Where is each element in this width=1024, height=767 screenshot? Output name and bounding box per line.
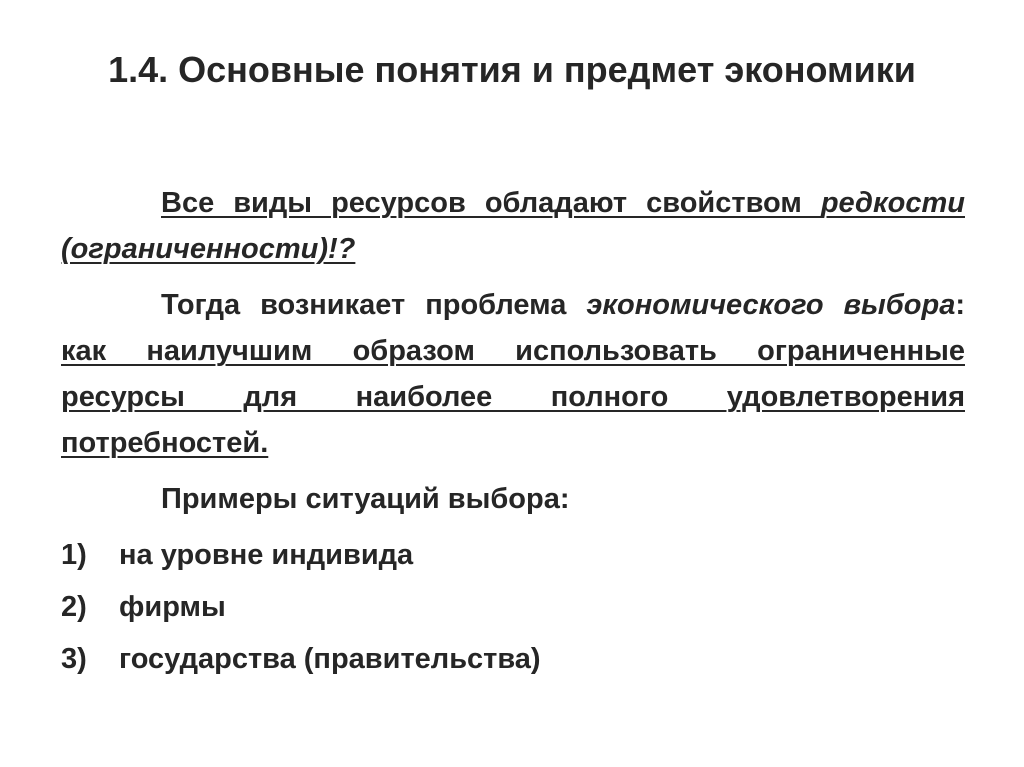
- choice-intro: Тогда возникает проблема: [161, 289, 587, 321]
- list-item-number: 2): [61, 591, 87, 623]
- list-item-text: на уровне индивида: [119, 539, 414, 571]
- economic-choice-term: экономического выбора: [586, 289, 956, 321]
- list-item-text: государства (правительства): [119, 643, 541, 675]
- paragraph-choice-problem: [61, 282, 965, 466]
- resources-statement: Все виды ресурсов обладают свойством: [161, 187, 821, 219]
- slide-title: 1.4. Основные понятия и предмет экономики: [108, 49, 916, 90]
- paragraph-examples-heading: Примеры ситуаций выбора:: [161, 483, 570, 515]
- choice-colon: :: [955, 289, 965, 321]
- list-item-number: 3): [61, 643, 87, 675]
- list-item: [61, 581, 965, 633]
- examples-list: [61, 529, 965, 685]
- slide-body: [61, 180, 965, 685]
- list-item-text: фирмы: [119, 591, 226, 623]
- list-item: [61, 529, 965, 581]
- list-item: [61, 633, 965, 685]
- list-item-number: 1): [61, 539, 87, 571]
- paragraph-resources-text: [61, 187, 965, 265]
- paragraph-resources: [61, 180, 965, 272]
- choice-definition: как наилучшим образом использовать ограниченные ресурсы для наиболее полного удовлетворения потребностей.: [61, 335, 965, 459]
- scarcity-term: редкости (ограниченности)!?: [61, 187, 965, 265]
